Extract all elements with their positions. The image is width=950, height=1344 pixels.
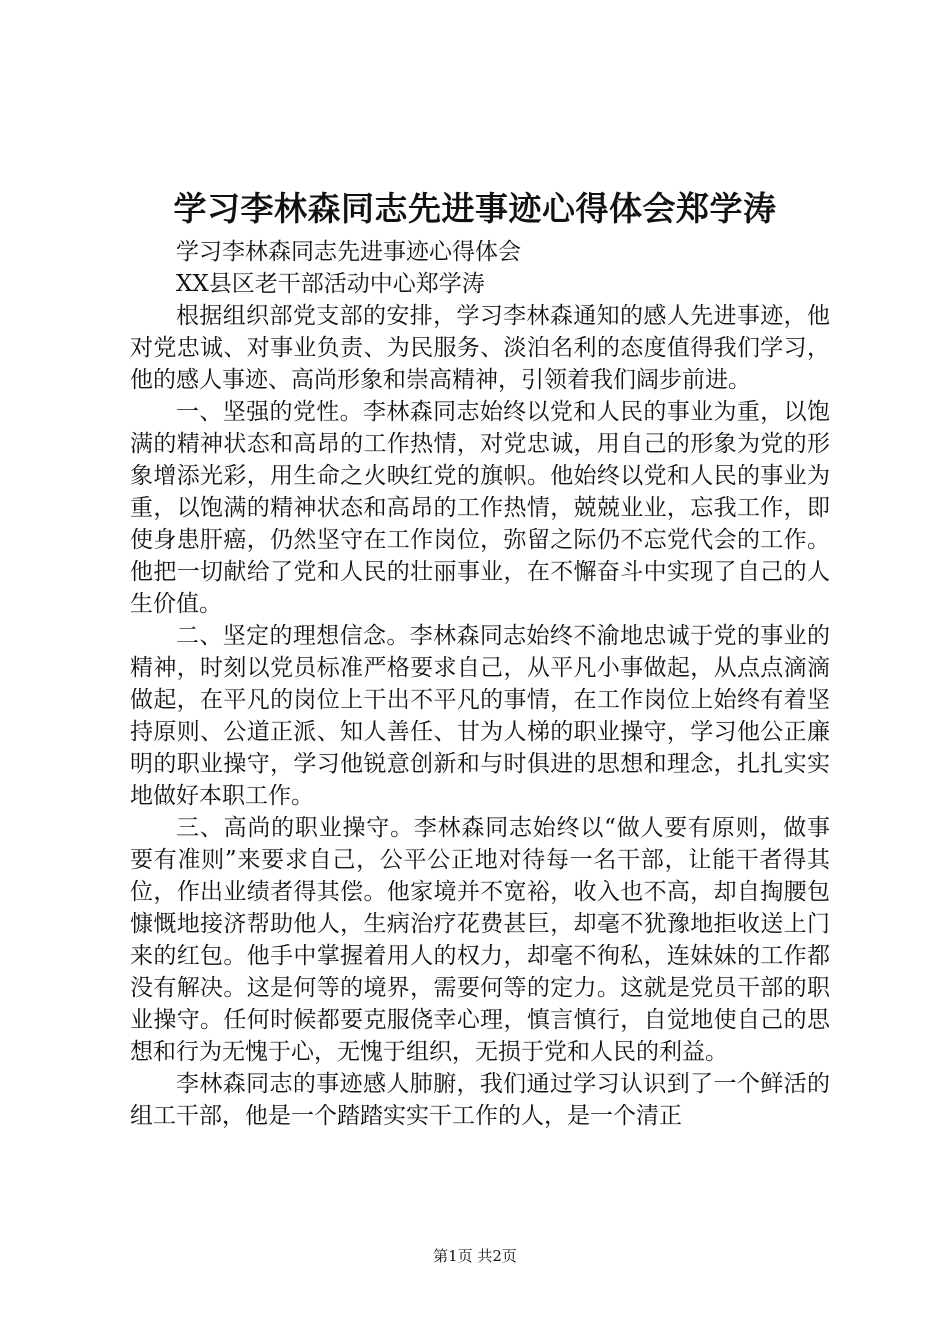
- document-title: 学习李林森同志先进事迹心得体会郑学涛: [173, 189, 777, 228]
- paragraph-section-2: 二、坚定的理想信念。李林森同志始终不渝地忠诚于党的事业的精神，时刻以党员标准严格要求自己，从平凡小事做起，从点点滴滴做起，在平凡的岗位上干出不平凡的事情，在工作岗位上始终有着坚持原则、公道正派、知人善任、甘为人梯的职业操守，学习他公正廉明的职业操守，学习他锐意创新和与时俱进的思想和理念，扎扎实实地做好本职工作。: [130, 623, 830, 809]
- author-line: XX县区老干部活动中心郑学涛: [176, 271, 485, 297]
- paragraph-conclusion: 李林森同志的事迹感人肺腑，我们通过学习认识到了一个鲜活的组工干部，他是一个踏踏实实干工作的人，是一个清正: [130, 1071, 830, 1129]
- paragraph-section-3: 三、高尚的职业操守。李林森同志始终以“做人要有原则，做事要有准则”来要求自己，公平公正地对待每一名干部，让能干者得其位，作出业绩者得其偿。他家境并不宽裕，收入也不高，却自掏腰包慷慨地接济帮助他人，生病治疗花费甚巨，却毫不犹豫地拒收送上门来的红包。他手中掌握着用人的权力，却毫不徇私，连妹妹的工作都没有解决。这是何等的境界，需要何等的定力。这就是党员干部的职业操守。任何时候都要克服侥幸心理，慎言慎行，自觉地使自己的思想和行为无愧于心，无愧于组织，无损于党和人民的利益。: [130, 815, 830, 1065]
- paragraph-intro: 根据组织部党支部的安排，学习李林森通知的感人先进事迹，他对党忠诚、对事业负责、为民服务、淡泊名利的态度值得我们学习，他的感人事迹、高尚形象和崇高精神，引领着我们阔步前进。: [130, 303, 830, 393]
- document-body: [130, 236, 830, 1132]
- subtitle-line: 学习李林森同志先进事迹心得体会: [176, 239, 521, 265]
- paragraph-section-1: 一、坚强的党性。李林森同志始终以党和人民的事业为重，以饱满的精神状态和高昂的工作热情，对党忠诚，用自己的形象为党的形象增添光彩，用生命之火映红党的旗帜。他始终以党和人民的事业为重，以饱满的精神状态和高昂的工作热情，兢兢业业，忘我工作，即使身患肝癌，仍然坚守在工作岗位，弥留之际仍不忘党代会的工作。他把一切献给了党和人民的壮丽事业，在不懈奋斗中实现了自己的人生价值。: [130, 399, 830, 617]
- page-number-footer: 第1页 共2页: [433, 1247, 517, 1265]
